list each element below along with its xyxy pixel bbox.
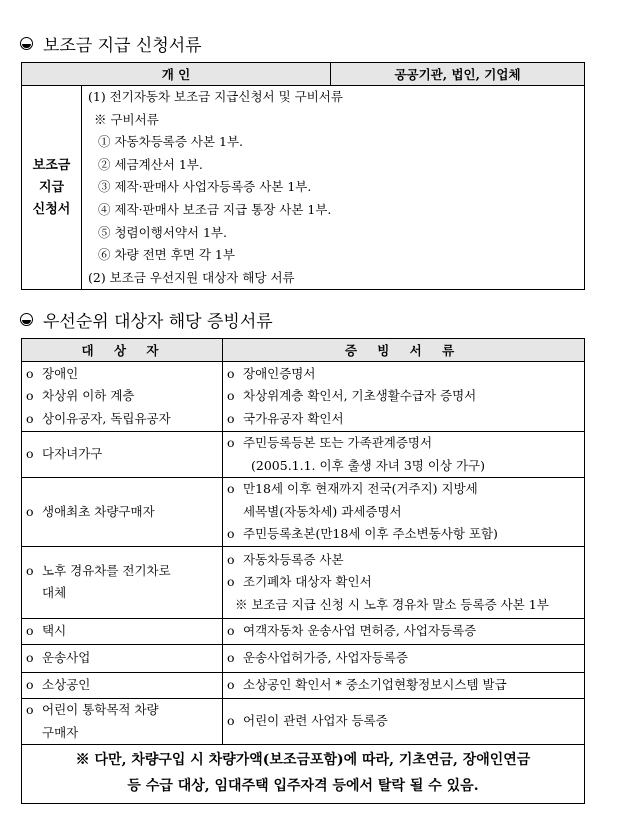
bullet-icon: o: [26, 701, 34, 717]
target-cell: [22, 618, 223, 644]
doc-text: 어린이 관련 사업자 등록증: [243, 713, 388, 729]
table-row: [22, 672, 585, 698]
target-text: 운송사업: [42, 650, 91, 666]
row-label-line: 지급: [38, 179, 65, 195]
target-cell: [22, 672, 223, 698]
note-line: 등 수급 대상, 임대주택 입주자격 등에서 탈락 될 수 있음.: [127, 778, 479, 795]
doc-line: [227, 501, 584, 524]
doc-line: [227, 710, 584, 733]
bullet-icon: o: [26, 446, 34, 462]
bullet-icon: o: [227, 713, 235, 729]
target-cell: [22, 698, 223, 744]
doc-text: 국가유공자 확인서: [243, 410, 344, 426]
application-documents-table: [21, 62, 585, 290]
target-line: [26, 408, 222, 431]
bullet-icon: o: [227, 388, 235, 404]
bullet-icon: o: [26, 562, 34, 578]
target-text: 장애인: [42, 365, 79, 381]
bullet-icon: o: [26, 503, 34, 519]
doc-text: (2005.1.1. 이후 출생 자녀 3명 이상 가구): [251, 457, 486, 473]
doc-text: 여객자동차 운송사업 면허증, 사업자등록증: [243, 623, 477, 639]
target-text: 상이유공자, 독립유공자: [42, 410, 171, 426]
target-cell: [22, 546, 223, 618]
list-item: (1) 전기자동차 보조금 지급신청서 및 구비서류: [88, 89, 343, 104]
bullet-icon: o: [26, 623, 34, 639]
section1-title: [20, 31, 202, 56]
list-item: ① 자동차등록증 사본 1부.: [98, 134, 244, 150]
header-target: 대 상 자: [22, 339, 223, 362]
doc-line: [227, 363, 584, 386]
target-text: 다자녀가구: [42, 446, 103, 462]
bullet-icon: o: [227, 551, 235, 567]
doc-line: [227, 455, 584, 478]
target-text: 노후 경유차를 전기차로: [42, 562, 171, 578]
table-row: [22, 698, 585, 744]
target-line: [26, 560, 222, 583]
target-line: [26, 443, 222, 466]
doc-line: [227, 523, 584, 546]
doc-line: [227, 408, 584, 431]
note-line: ※ 다만, 차량구입 시 차량가액(보조금포함)에 따라, 기초연금, 장애인연금: [75, 752, 531, 769]
note-bar: [22, 745, 585, 804]
doc-text: 장애인증명서: [243, 365, 316, 381]
target-line: [26, 501, 222, 524]
doc-line: [227, 594, 584, 617]
table-row: [22, 478, 585, 547]
target-line: [26, 647, 222, 670]
doc-line: [227, 620, 584, 643]
bullet-icon: o: [26, 388, 34, 404]
docs-cell: [223, 672, 585, 698]
doc-text: 세목별(자동차세) 과세증명서: [243, 503, 402, 519]
target-cell: [22, 644, 223, 672]
header-individual: 개 인: [22, 63, 331, 86]
target-cell: [22, 478, 223, 547]
application-items: [82, 86, 585, 290]
bullet-icon: o: [227, 410, 235, 426]
table-row: [22, 362, 585, 432]
doc-text: 만18세 이후 현재까지 전국(거주지) 지방세: [243, 481, 478, 497]
bullet-icon: o: [227, 574, 235, 590]
section2-title-text: 우선순위 대상자 해당 증빙서류: [43, 312, 273, 332]
target-cell: [22, 432, 223, 478]
table-row: [22, 546, 585, 618]
target-line: [26, 620, 222, 643]
row-label-subsidy-application: [22, 86, 82, 290]
doc-line: [227, 478, 584, 501]
bullet-icon: o: [227, 481, 235, 497]
doc-text: 차상위계층 확인서, 기초생활수급자 증명서: [243, 388, 477, 404]
doc-line: [227, 647, 584, 670]
target-text: 생애최초 차량구매자: [42, 503, 155, 519]
list-item: ※ 구비서류: [94, 111, 159, 127]
target-line: [26, 722, 222, 745]
target-line: [26, 674, 222, 697]
doc-text: 자동차등록증 사본: [243, 551, 344, 567]
bullet-icon: o: [26, 650, 34, 666]
target-line: [26, 363, 222, 386]
target-text: 대체: [42, 585, 67, 601]
list-item: ③ 제작·판매사 사업자등록증 사본 1부.: [98, 179, 312, 195]
doc-text: 소상공인 확인서 * 중소기업현황정보시스템 발급: [243, 677, 507, 693]
bullet-icon: o: [227, 650, 235, 666]
target-text: 차상위 이하 계층: [42, 388, 135, 404]
bullet-icon: o: [26, 677, 34, 693]
table-row: [22, 644, 585, 672]
docs-cell: [223, 546, 585, 618]
docs-cell: [223, 618, 585, 644]
doc-line: [227, 674, 584, 697]
bullet-icon: o: [227, 365, 235, 381]
row-label-line: 신청서: [32, 201, 71, 217]
doc-text: 운송사업허가증, 사업자등록증: [243, 650, 408, 666]
section1-title-text: 보조금 지급 신청서류: [43, 36, 202, 56]
doc-text: 주민등록초본(만18세 이후 주소변동사항 포함): [243, 526, 498, 542]
doc-text: 주민등록등본 또는 가족관계증명서: [243, 435, 433, 450]
target-cell: [22, 362, 223, 432]
bullet-icon: o: [227, 526, 235, 542]
target-line: [26, 582, 222, 605]
header-organization: 공공기관, 법인, 기업체: [331, 63, 585, 86]
list-item: ② 세금계산서 1부.: [98, 156, 203, 172]
docs-cell: [223, 362, 585, 432]
docs-cell: [223, 478, 585, 547]
doc-line: [227, 432, 584, 455]
target-text: 택시: [42, 623, 67, 639]
doc-line: [227, 549, 584, 572]
doc-text: ※ 보조금 지급 신청 시 노후 경유차 말소 등록증 사본 1부: [235, 596, 549, 612]
doc-text: 조기폐차 대상자 확인서: [243, 574, 372, 590]
circle-bullet-icon: [20, 313, 33, 326]
target-line: [26, 385, 222, 408]
list-item: ⑥ 차량 전면 후면 각 1부: [98, 247, 235, 263]
target-line: [26, 699, 222, 722]
docs-cell: [223, 698, 585, 744]
circle-bullet-icon: [20, 37, 33, 50]
list-item: ⑤ 청렴이행서약서 1부.: [98, 224, 227, 240]
bullet-icon: o: [227, 435, 235, 450]
docs-cell: [223, 644, 585, 672]
target-text: 소상공인: [42, 677, 91, 693]
section2-title: [20, 307, 273, 332]
list-item: (2) 보조금 우선지원 대상자 해당 서류: [88, 269, 295, 285]
row-label-line: 보조금: [32, 157, 71, 173]
table-row: [22, 432, 585, 478]
bullet-icon: o: [227, 623, 235, 639]
table-row: [22, 618, 585, 644]
target-text: 어린이 통학목적 차량: [42, 701, 159, 717]
priority-documents-table: [21, 338, 585, 804]
bullet-icon: o: [26, 410, 34, 426]
bullet-icon: o: [227, 677, 235, 693]
doc-line: [227, 385, 584, 408]
doc-line: [227, 571, 584, 594]
bullet-icon: o: [26, 365, 34, 381]
target-text: 구매자: [42, 724, 79, 740]
docs-cell: [223, 432, 585, 478]
header-docs: 증 빙 서 류: [223, 339, 585, 362]
list-item: ④ 제작·판매사 보조금 지급 통장 사본 1부.: [98, 201, 332, 217]
